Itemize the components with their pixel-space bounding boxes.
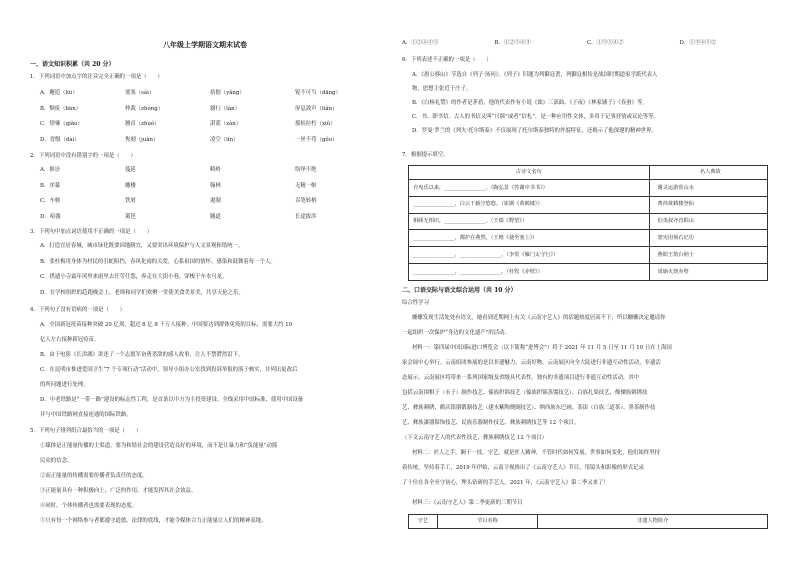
q1-opt-b4: 屏息敛声（liǎn） <box>295 105 338 112</box>
q1-opt-a4: 锐不可当（dāng） <box>295 90 341 96</box>
q2-cell: 畸岭 <box>210 167 221 173</box>
q1-opt-a2: 要塞（sài） <box>125 90 155 96</box>
q3-option: A．打造宜居春城，城市绿化既要因地制宜，又要突出环境保护与人文景观和谐统一。 <box>40 243 244 249</box>
q6-line: D．罗曼·罗兰的《列夫·托尔斯泰》不仅展现了托尔斯泰独特的外貌特征，还揭示了他深邃的精神世界。 <box>412 128 657 134</box>
q6-line: A．《愚公移山》节选自《列子·汤问》。《列子》旧题为列御寇著，列御寇相传是战国时期道家学派代表人 <box>412 72 658 78</box>
q7-header-story: 名人典故 <box>649 166 767 180</box>
para-line: 包括云南围棋子（永子）制作技艺、傣族织锦技艺（傣族织锦蒸馏技艺）、白族扎染技艺、傈僳族刺绣技 <box>402 390 648 396</box>
q2-cell: 络绎不绝 <box>295 167 317 173</box>
section2-subhead: 综合性学习 <box>402 300 429 306</box>
q1-opt-d4: 一丝不苟（gǒu） <box>295 136 338 143</box>
q4-line: 的所问题进行处理。 <box>40 382 89 388</box>
q4-line: D．中老铁路是“一带一路”建设的标志性工程，是首条以中方为主投资建设、全线采用中国标准、使用中国设备 <box>40 397 304 403</box>
q7-cell-poem: ________________，都护在燕然。（王维《使至塞上》） <box>409 230 650 247</box>
q3-option: C．拱遗小寺霜年风里来雨里去任劳任怨，奔走在大街小巷，穿梭于车水马龙。 <box>40 274 228 280</box>
q1-stem: 1．下列词语中加点字的注音完全正确的一项是（ ） <box>30 74 163 80</box>
q5-sentence: 民众的信念。 <box>40 458 73 464</box>
q6-line: 物，思想主张近于庄子。 <box>412 86 472 92</box>
q7-cell-story: 周瑜火烧赤壁 <box>649 263 767 280</box>
para-line: 家会展中心举行。云南组团参展的是以非遗魅力、云南好物，云南展区向全大陆进行非遗互动性活动，非遗活 <box>402 360 661 366</box>
material3-table <box>408 514 768 529</box>
q6-stem: 6．下列表述不正确的一项是（ ） <box>402 57 492 63</box>
q2-options <box>30 167 380 229</box>
q7-cell-poem: 自曳乐以来，________________。（陶弘景《答谢中书书》） <box>409 180 650 197</box>
para-line: 材料一：第四届中国国际进口博览会（以下简称“进博会”）将于 2021 年 11 月 5 日至 11 月 10 日在上海国 <box>412 345 672 351</box>
section1-heading: 一、语文知识积累（共 20 分） <box>30 61 115 68</box>
q6-line: C．书、即书信。古人的书信又叫“尺牍”或者“信札”，是一种应用性文体，多用于记事抒情或议论等等。 <box>412 114 659 120</box>
q1-opt-a1: A．邂逅（liú） <box>40 90 78 96</box>
q5-sentence: ①媒体是正能量传播的主渠道，要为和谐社会的建设营造良好的环境，而不是让暴力和“负能量”动摇 <box>40 443 278 449</box>
para-line: （下文云南守艺人的代表性技艺，彝族刺绣技艺 12 个项目） <box>402 435 548 441</box>
q2-cell: C．车骏 <box>40 198 61 204</box>
para-line: 了十位在各全至守初心，埋头钻研的手艺人。2021 年，《云南守艺人》第二季又来了！ <box>402 480 609 486</box>
q2-cell: 长途拔涉 <box>295 213 317 220</box>
t2-header-program: 节目名称 <box>437 515 538 529</box>
t2-header-profile: 非遗人物简介 <box>538 515 768 529</box>
material3-caption: 材料三：《云南守艺人》第二季更新的三期节目 <box>412 500 523 506</box>
q3-option: D．在学校组织的趋跑晚会上，老师和同学们欢聚一堂使美食美景美，共享天伦之乐。 <box>40 289 244 296</box>
q7-cell-poem: ________________，白云千载空悠悠。（崔颢《黄鹤楼》） <box>409 196 650 213</box>
q1-opt-d3: 凌空（lín） <box>210 136 239 143</box>
q3-option: B．张杜梅用身体为村民的引蛇阻挡，春风化雨的关爱，心系祖国的情怀，感染和鼓舞着每一个人。 <box>40 258 276 265</box>
q5-sentence: ⑤只有每一个网络参与者都遵守道德、法律的底线，才能令媒体合力正能量让人们的精神高地。 <box>40 518 267 524</box>
q5-opt-b: B．①②⑤④③ <box>494 40 531 46</box>
q1-opt-b3: 辍行（lán） <box>210 105 240 112</box>
q7-cell-story: 伯夷叔齐首阳山 <box>649 213 767 230</box>
material-paragraphs <box>402 315 772 495</box>
para-line: 艺、彝族刺绣、鹤庆银器锻制技艺（建水紫陶烧制技艺）、纳西族东巴画、茶街（白族三道茶）、黑茶制作技 <box>402 405 656 411</box>
q2-cell: D．喑器 <box>40 213 61 220</box>
q2-cell: 雕楼 <box>125 182 136 189</box>
t2-header-guard: 守艺 <box>409 515 438 529</box>
para-line: 姗姗发现生活处处有语文，她看到近期网上有关《云南守艺人》的话题热度居高不下，所以姗姗决定邀请你 <box>412 315 666 321</box>
q1-opt-a3: 拮据（yǎng） <box>210 90 245 96</box>
q3-options <box>30 243 380 305</box>
page-title: 八年级上学期语文期末试卷 <box>163 40 247 49</box>
para-line: 态展示。云南展区将带来一系列国家级及省级具代表性、独有的非遗项目进行非遗互动性活动，其中 <box>402 375 640 381</box>
q7-header-poem: 古诗文名句 <box>409 166 650 180</box>
q2-cell: 遏制 <box>210 198 221 204</box>
q7-cell-poem: ________________，________________。（杜牧《赤壁》） <box>409 263 650 280</box>
q7-cell-story: 谢灵运游赏山水 <box>649 180 767 197</box>
q1-opt-c4: 摇枯拉朽（xiǔ） <box>295 121 336 127</box>
q5-sentence: ④同时，个体传播者也需要表现的态度。 <box>40 503 138 509</box>
q7-cell-poem: 相顾无相识，________________。（王绩《野望》） <box>409 213 650 230</box>
q1-opt-d1: D．晋级（dài） <box>40 136 80 143</box>
q1-opt-b2: 仲裁（zhòng） <box>125 105 164 112</box>
q4-line: B．由于电影《长津湖》讲述了一个志愿军奋勇杀敌的感人故事，让人不禁潸然泪下。 <box>40 352 244 358</box>
section2-heading: 二、口语交际与语文综合运用（共 10 分） <box>402 287 517 294</box>
q5-opt-c: C．①⑤⑤④② <box>587 40 624 46</box>
q6-options <box>402 72 772 142</box>
q4-line: C．在昆明市推进爱国卫生“7 个专项行动”活动中，领导小组办公室找到投诉举报的落于核实，并列出更改后 <box>40 367 298 373</box>
q5-stem: 5．下列句子排列组合最恰当的一项是（ ） <box>30 428 142 434</box>
q7-cell-story: 窦宪用刻石记功 <box>649 230 767 247</box>
q7-cell-story: 费祎黄鹤楼登仙 <box>649 196 767 213</box>
q5-sentences <box>30 443 380 533</box>
q7-stem: 7．根据提示填空。 <box>402 152 449 158</box>
q1-opt-c3: 湛蓝（zàn） <box>210 121 242 127</box>
q2-cell: 铁屑 <box>125 198 136 204</box>
q2-cell: 蔓延 <box>125 167 136 173</box>
q5-answer-options <box>402 40 772 47</box>
q1-opt-c1: C．情愫（qiāo） <box>40 121 83 127</box>
q2-cell: 篱笆 <box>125 213 136 220</box>
q2-cell: 翰林 <box>210 182 221 189</box>
q7-table <box>408 165 768 281</box>
q4-stem: 4．下列句子没有语病的一项是（ ） <box>30 307 126 313</box>
q2-stem: 2．下列词语中没有错别字的一项是（ ） <box>30 153 136 159</box>
q5-opt-d: D．①③④⑤② <box>679 40 717 46</box>
q1-opt-d2: 隽刻（juàn） <box>125 136 159 143</box>
q4-options <box>30 322 380 427</box>
para-line: 着传统，坚持着手工，2019 年伊始，云南卫视推出了《云南守艺人》节目，用镜头和影像的形式记录 <box>402 465 644 471</box>
q4-line: 亿人左右接种新冠疫苗。 <box>40 337 100 343</box>
q5-sentence: ③正能量具有一种积极向上、广泛的作用，才能发挥其社会效益。 <box>40 488 197 494</box>
q2-cell: 吞笔转柄 <box>295 198 317 204</box>
q4-line: A．全国新冠疫苗接种突破 20 亿剂，超过 8 亿 8 千万人接种，中国要达到群体免疫的目标，需要大约 10 <box>40 322 293 328</box>
para-line: 一起组织一次保护“身边的文化遗产”的活动。 <box>402 330 510 336</box>
q1-options <box>30 90 380 152</box>
q2-cell: 无精一帜 <box>295 182 317 189</box>
q2-cell: A．推崇 <box>40 167 61 173</box>
para-line: 材料二：匠人之手，娴于一技。守艺，就是匠人精神，不管时代如何发展，世事如何变化，他们始终坚持 <box>412 450 660 456</box>
q5-opt-a: A．①②④③⑤ <box>402 40 439 46</box>
q4-line: 并与中国铁路网直接连通的国际铁路。 <box>40 412 132 418</box>
q6-line: B．《白杨礼赞》的作者是茅盾，他的代表作有小说《蚀》三部曲、《子夜》《林家铺子》《春蚕》等。 <box>412 100 648 106</box>
q5-sentence: ②而正能量的传播需要传播者负责任的态度。 <box>40 473 148 479</box>
q1-opt-c2: 翘首（zhuó） <box>125 121 160 127</box>
q2-cell: B．序幕 <box>40 182 61 189</box>
para-line: 艺、彝族漆器髹饰技艺、民族乐器制作技艺、彝族刺绣技艺等 12 个项目。 <box>402 420 580 426</box>
q1-opt-b1: B．颓废（bān） <box>40 105 82 112</box>
q7-cell-story: 燕昭王筑台纳士 <box>649 247 767 264</box>
q2-cell: 隧道 <box>210 213 221 220</box>
q7-cell-poem: ________________，________________。（李贺《雁门太守行》） <box>409 247 650 264</box>
q3-stem: 3．下列句中加点词语使用不正确的一项是（ ） <box>30 229 153 235</box>
